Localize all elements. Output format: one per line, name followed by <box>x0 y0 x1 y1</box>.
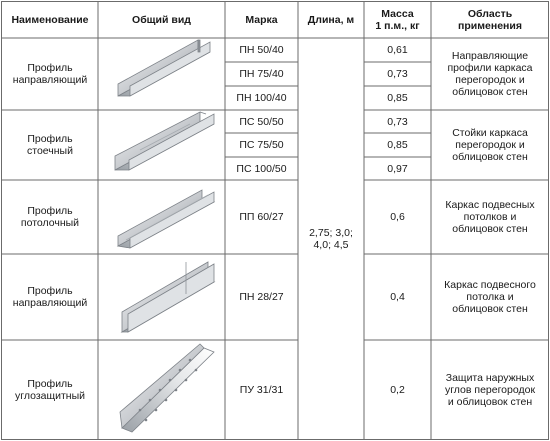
mark-cell: ПН 28/27 <box>239 291 284 303</box>
guide-profile-image <box>122 262 214 332</box>
header-mark: Марка <box>245 14 278 26</box>
mark-cell: ПП 60/27 <box>239 211 284 223</box>
header-view: Общий вид <box>132 14 191 26</box>
length-cell: 2,75; 3,0; 4,0; 4,5 <box>309 226 353 251</box>
header-name: Наименование <box>11 14 89 26</box>
mark-cell: ПН 75/40 <box>239 68 284 80</box>
group-name: Профиль углозащитный <box>15 377 85 402</box>
area-cell: Направляющие профили каркаса перегородок и облицовок стен <box>447 50 533 98</box>
group-name: Профиль потолочный <box>20 205 80 229</box>
header-mass: Масса 1 п.м., кг <box>375 8 420 32</box>
mass-cell: 0,4 <box>390 291 405 303</box>
mark-cell: ПН 100/40 <box>236 92 287 104</box>
mark-cell: ПН 50/40 <box>239 44 284 56</box>
area-cell: Защита наружных углов перегородок и облицовок стен <box>444 371 536 408</box>
mark-cell: ПС 50/50 <box>239 115 284 128</box>
mass-cell: 0,73 <box>387 115 408 128</box>
area-cell: Каркас подвесных потолков и облицовок стен <box>445 199 535 235</box>
mark-cell: ПС 75/50 <box>239 139 284 151</box>
area-cell: Каркас подвесного потолка и облицовок стен <box>444 279 536 315</box>
mass-cell: 0,6 <box>390 211 405 223</box>
mass-cell: 0,97 <box>387 162 408 175</box>
mark-cell: ПС 100/50 <box>236 162 287 175</box>
group-name: Профиль направляющий <box>12 62 88 86</box>
mass-cell: 0,85 <box>387 92 408 104</box>
ceiling-profile-image <box>118 190 214 248</box>
corner-profile-image <box>120 344 214 432</box>
mark-cell: ПУ 31/31 <box>239 383 284 396</box>
group-name: Профиль направляющий <box>12 285 88 309</box>
mass-cell: 0,2 <box>390 383 405 396</box>
mass-cell: 0,73 <box>387 68 408 80</box>
mass-cell: 0,85 <box>387 139 408 151</box>
header-area: Область применения <box>458 8 522 32</box>
group-name: Профиль стоечный <box>27 133 73 157</box>
ceiling-track-profile-image <box>118 40 210 96</box>
header-length: Длина, м <box>307 14 355 26</box>
area-cell: Стойки каркаса перегородок и облицовок стен <box>452 127 528 163</box>
stud-profile-image <box>115 112 214 170</box>
mass-cell: 0,61 <box>387 44 408 56</box>
